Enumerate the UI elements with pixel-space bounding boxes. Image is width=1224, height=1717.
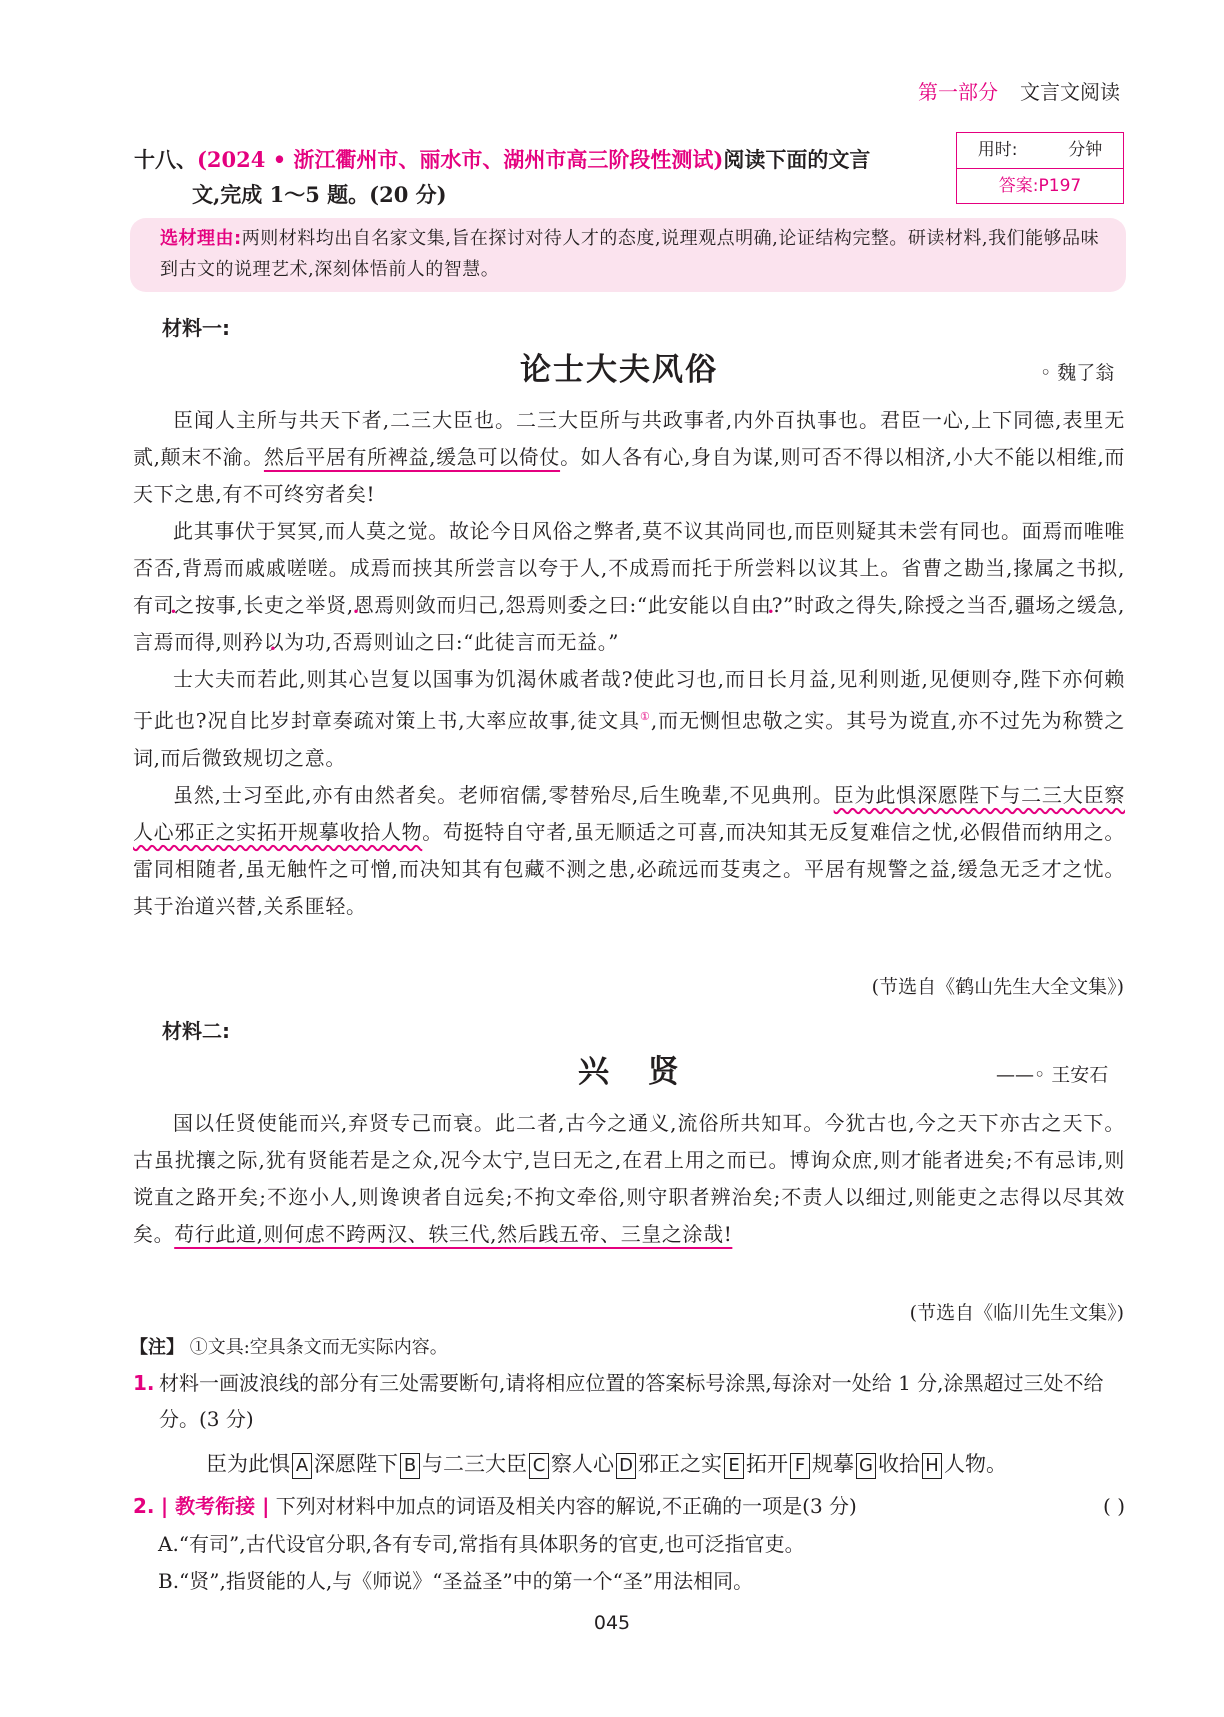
answer-box-G[interactable]: G [856,1453,876,1479]
section-part: 第一部分 [918,80,998,104]
question-1 [133,1365,1125,1437]
dotted-word-ziyou: 自由 [730,593,772,617]
footnote-marker: ① [640,710,651,723]
answer-box-D[interactable]: D [616,1453,636,1479]
q2-text: 下列对材料中加点的词语及相关内容的解说,不正确的一项是(3 分) [275,1494,857,1518]
dotted-word-xian: 贤 [326,593,347,617]
m1-paragraph-1: 臣闻人主所与共天下者,二三大臣也。二三大臣所与共政事者,内外百执事也。君臣一心,上下同德,表里无贰,颠末不渝。然后平居有所裨益,缓急可以倚仗。如人各有心,身自为谋,则可否不得以相济,小大不能以相维,而天下之患,有不可终穷者矣! [133,408,1125,506]
answer-box-A[interactable]: A [292,1453,312,1479]
question-instruction: 阅读下面的文言 [723,147,871,172]
q1-text: 材料一画波浪线的部分有三处需要断句,请将相应位置的答案标号涂黑,每涂对一处给 1 分,涂黑超过三处不给分。(3 分) [159,1371,1104,1431]
q1-number: 1. [133,1371,155,1395]
q2-tag: | 教考衔接 | [160,1494,270,1518]
answer-ref: 答案:P197 [957,168,1123,204]
time-label: 用时: [977,140,1018,160]
q2-option-b[interactable]: B.“贤”,指贤能的人,与《师说》“圣益圣”中的第一个“圣”用法相同。 [158,1569,754,1593]
page-number: 045 [593,1612,631,1634]
material2-author: ——◦ 王安石 [996,1064,1109,1086]
footnote [130,1333,448,1359]
answer-box-B[interactable]: B [400,1453,420,1479]
material1-source: (节选自《鹤山先生大全文集》) [871,976,1124,998]
material1-author: ◦ 魏了翁 [1040,362,1115,384]
q2-answer-paren[interactable]: ( ) [1103,1494,1125,1518]
question-heading [134,142,934,178]
reason-label: 选材理由: [160,228,242,249]
selection-reason-box [130,218,1126,292]
wavy-underlined-sentence: 臣为此惧深愿陛下与二三大臣察人心邪正之实拓开规摹收拾人物 [133,782,1125,844]
material2-title: 兴 贤 [578,1054,693,1090]
m2-paragraph-1: 国以任贤使能而兴,弃贤专己而衰。此二者,古今之通义,流俗所共知耳。今犹古也,今之天下亦古之天下。古虽扰攘之际,犹有贤能若是之众,况今太宁,岂曰无之,在君上用之而已。博询众庶,则才能者进矣;不有忌讳,则谠直之路开矣;不迩小人,则谗谀者自远矣;不拘文牵俗,则守职者辨治矣;不责人以细过,则能吏之志得以尽其效矣。苟行此道,则何虑不跨两汉、轶三代,然后践五帝、三皇之涂哉! [133,1111,1125,1246]
answer-box-C[interactable]: C [529,1453,549,1479]
question-2 [133,1488,1125,1524]
section-title: 文言文阅读 [1020,80,1120,104]
time-row [957,133,1123,168]
note-label: 【注】 [130,1337,184,1358]
q2-option-a[interactable]: A.“有司”,古代设官分职,各有专司,常指有具体职务的官吏,也可泛指官吏。 [158,1532,805,1556]
note-text: ①文具:空具条文而无实际内容。 [189,1337,448,1358]
q2-number: 2. [133,1494,155,1518]
material1-label: 材料一: [162,316,230,340]
answer-box-E[interactable]: E [724,1453,744,1479]
m1-paragraph-2: 此其事伏于冥冥,而人莫之觉。故论今日风俗之弊者,莫不议其尚同也,而臣则疑其未尝有同也。面焉而唯唯否否,背焉而戚戚嗟嗟。成焉而挟其所尝言以夸于人,不成焉而托于所尝料以议其上。省曹之勘当,掾属之书拟,有司之按事,长吏之举贤,恩焉则敛而归己,怨焉则委之曰:“此安能以自由?”时政之得失,除授之当否,疆场之缓急,言焉而得,则矜以为功,否焉则讪之曰:“此徒言而无益。” [133,519,1125,654]
m1-paragraph-3: 士大夫而若此,则其心岂复以国事为饥渴休戚者哉?使此习也,而日长月益,见利则逝,见便则夺,陛下亦何赖于此也?况自比岁封章奏疏对策上书,大率应故事,徒文具①,而无恻怛忠敬之实。其号为谠直,亦不过先为称赞之词,而后微致规切之意。 [133,667,1125,770]
time-answer-box [956,132,1124,204]
m1-paragraph-4: 虽然,士习至此,亦有由然者矣。老师宿儒,零替殆尽,后生晚辈,不见典刑。臣为此惧深愿陛下与二三大臣察人心邪正之实拓开规摹收拾人物。苟挺特自守者,虽无顺适之可喜,而决知其无反复难信之忧,必假借而纳用之。雷同相随者,虽无触忤之可憎,而决知其有包藏不测之患,必疏远而芟夷之。平居有规警之益,缓急无乏才之忧。其于治道兴替,关系匪轻。 [133,782,1125,918]
question-number: 十八、 [134,147,197,172]
material2-body [133,1105,1125,1253]
material2-label: 材料二: [162,1019,230,1043]
underlined-sentence-2: 苟行此道,则何虑不跨两汉、轶三代,然后践五帝、三皇之涂哉! [174,1222,733,1246]
time-unit: 分钟 [1068,140,1103,160]
question-instruction-line2: 文,完成 1～5 题。(20 分) [192,182,447,207]
q1-sentence: 臣为此惧 A 深愿陛下 B 与二三大臣 C 察人心 D 邪正之实 E 拓开 F 规摹 G 收拾 H 人物。 [206,1446,1007,1482]
material2-source: (节选自《临川先生文集》) [909,1302,1124,1324]
answer-box-H[interactable]: H [922,1453,942,1479]
question-source: (2024 • 浙江衢州市、丽水市、湖州市高三阶段性测试) [197,147,724,172]
underlined-sentence: 然后平居有所裨益,缓急可以倚仗 [263,445,561,469]
dotted-word-jin: 矜 [242,630,264,654]
dotted-word-youshi: 有司 [133,593,175,617]
answer-box-F[interactable]: F [790,1453,810,1479]
reason-text: 两则材料均出自名家文集,旨在探讨对待人才的态度,说理观点明确,论证结构完整。研读材料,我们能够品味到古文的说理艺术,深刻体悟前人的智慧。 [160,228,1100,280]
material1-body [133,402,1125,925]
material1-title: 论士大夫风俗 [520,352,718,388]
